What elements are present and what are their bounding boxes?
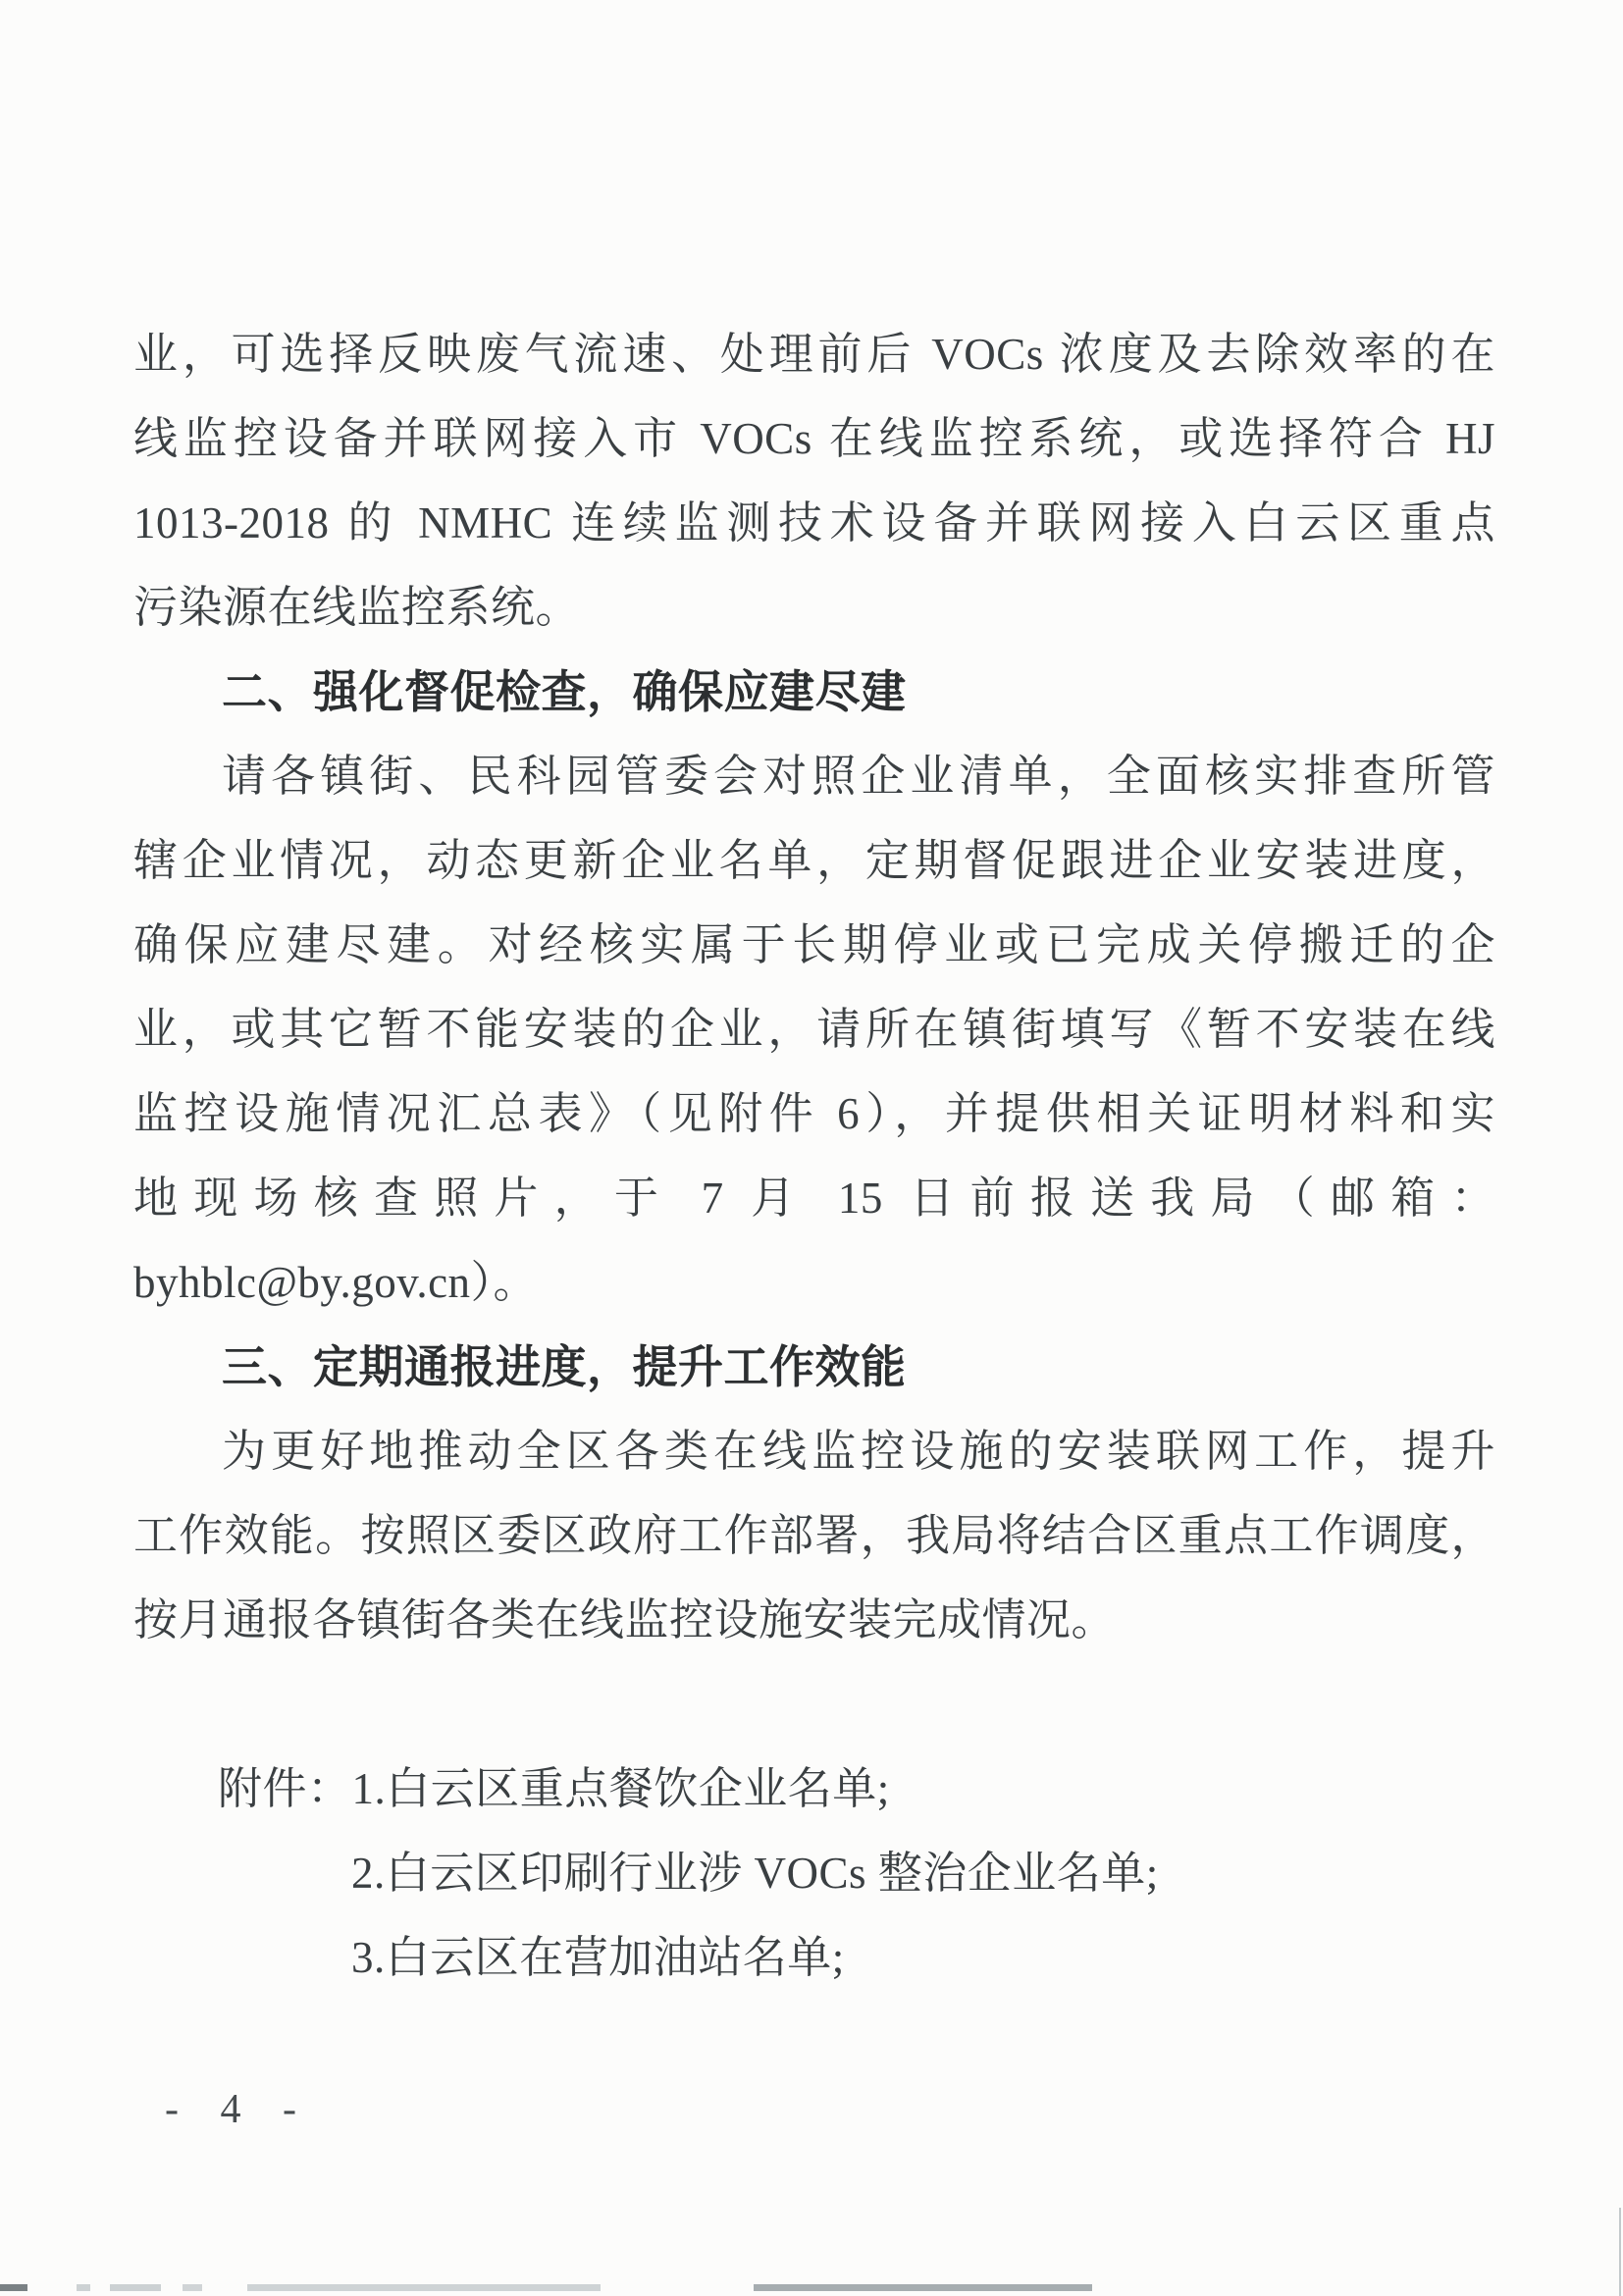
paragraph-line: 为更好地推动全区各类在线监控设施的安装联网工作，提升 xyxy=(222,1427,1495,1476)
attachment-item-text: 1.白云区重点餐饮企业名单; xyxy=(351,1764,890,1813)
paragraph-line: 按月通报各镇街各类在线监控设施安装完成情况。 xyxy=(133,1595,1117,1644)
section-heading-2: 二、强化督促检查，确保应建尽建 xyxy=(222,666,907,717)
paragraph-line: 辖企业情况，动态更新企业名单，定期督促跟进企业安装进度， xyxy=(133,836,1495,885)
section-heading-3: 三、定期通报进度，提升工作效能 xyxy=(222,1341,907,1392)
paragraph-line: 请各镇街、民科园管委会对照企业清单，全面核实排查所管 xyxy=(222,752,1495,801)
email-line: byhblc@by.gov.cn）。 xyxy=(133,1258,539,1307)
paragraph-line: 线监控设备并联网接入市 VOCs 在线监控系统，或选择符合 HJ xyxy=(133,414,1495,463)
scan-edge-artifact xyxy=(0,2284,1623,2292)
scan-edge-artifact-right xyxy=(1619,2208,1621,2296)
page-number: - 4 - xyxy=(165,2087,312,2132)
attachment-item: 2.白云区印刷行业涉 VOCs 整治企业名单; xyxy=(351,1849,1159,1898)
attachments-label: 附件： xyxy=(218,1764,352,1813)
paragraph-line: 业，或其它暂不能安装的企业，请所在镇街填写《暂不安装在线 xyxy=(133,1005,1495,1054)
paragraph-line: 工作效能。按照区委区政府工作部署，我局将结合区重点工作调度， xyxy=(133,1511,1495,1560)
paragraph-line: 确保应建尽建。对经核实属于长期停业或已完成关停搬迁的企 xyxy=(133,920,1495,969)
paragraph-line: 污染源在线监控系统。 xyxy=(133,583,581,632)
document-body xyxy=(133,312,1495,1662)
paragraph-line: 监控设施情况汇总表》（见附件 6），并提供相关证明材料和实 xyxy=(133,1089,1495,1138)
paragraph-line: 1013-2018 的 NMHC 连续监测技术设备并联网接入白云区重点 xyxy=(133,498,1495,548)
attachment-item xyxy=(133,1747,1495,1831)
paragraph-line: 地现场核查照片，于 7 月 15 日前报送我局（邮箱： xyxy=(133,1174,1495,1223)
attachment-item: 3.白云区在营加油站名单; xyxy=(351,1933,845,1982)
attachments-list xyxy=(133,1747,1495,2000)
paragraph-line: 业，可选择反映废气流速、处理前后 VOCs 浓度及去除效率的在 xyxy=(133,330,1495,379)
